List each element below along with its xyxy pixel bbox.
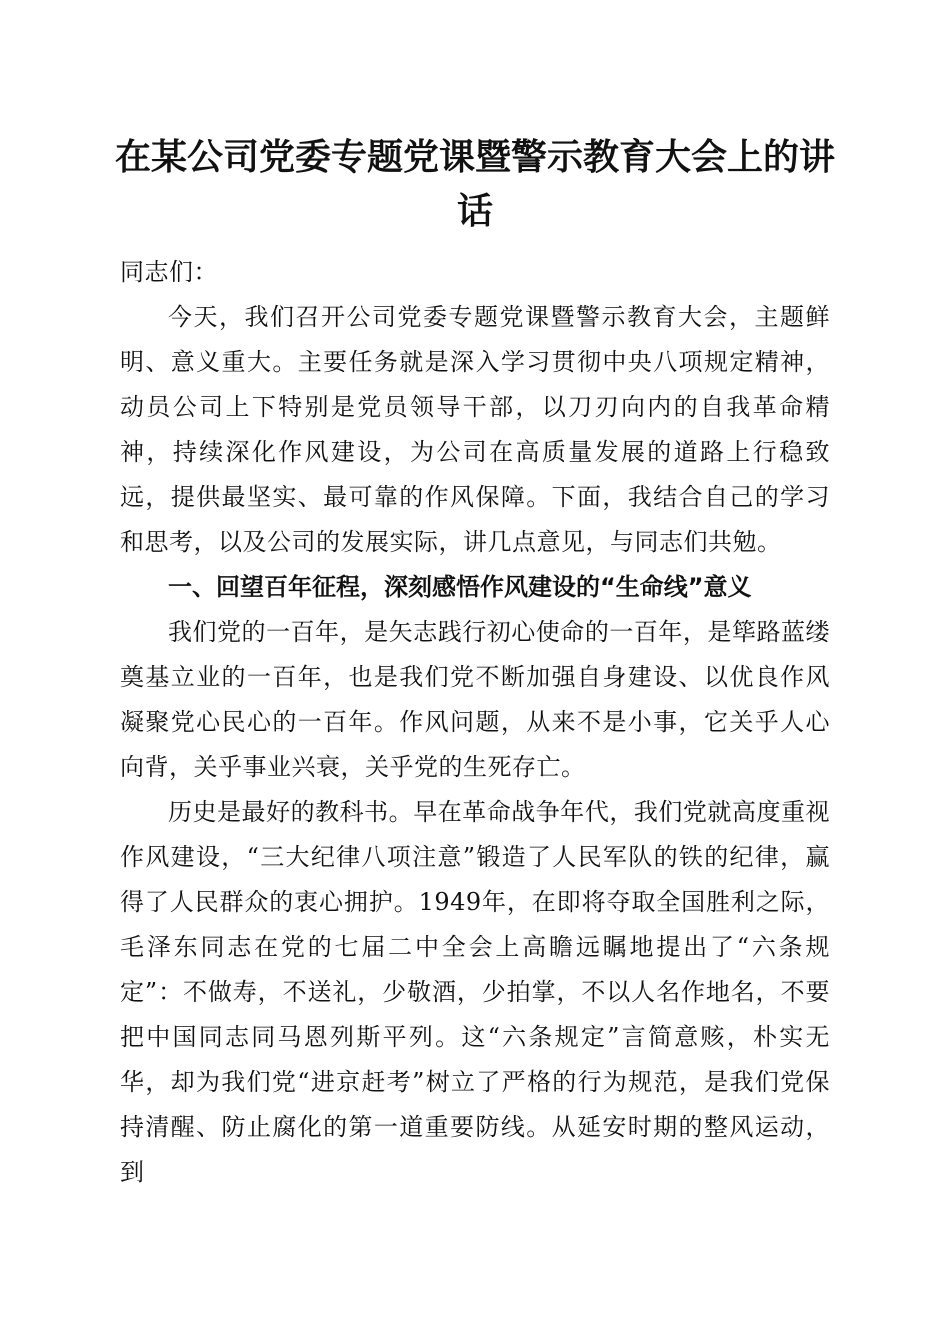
intro-paragraph: 今天，我们召开公司党委专题党课暨警示教育大会，主题鲜明、意义重大。主要任务就是深入学习贯彻中央八项规定精神，动员公司上下特别是党员领导干部，以刀刃向内的自我革命精神，持续深化作风建设，为公司在高质量发展的道路上行稳致远，提供最坚实、最可靠的作风保障。下面，我结合自己的学习和思考，以及公司的发展实际，讲几点意见，与同志们共勉。 xyxy=(120,303,830,556)
section1-paragraph-2: 历史是最好的教科书。早在革命战争年代，我们党就高度重视作风建设，“三大纪律八项注意”锻造了人民军队的铁的纪律，赢得了人民群众的衷心拥护。1949年，在即将夺取全国胜利之际，毛泽东同志在党的七届二中全会上高瞻远瞩地提出了“六条规定”：不做寿，不送礼，少敬酒，少拍掌，不以人名作地名，不要把中国同志同马恩列斯平列。这“六条规定”言简意赅，朴实无华，却为我们党“进京赶考”树立了严格的行为规范，是我们党保持清醒、防止腐化的第一道重要防线。从延安时期的整风运动，到 xyxy=(120,798,830,1186)
section-heading-1: 一、回望百年征程，深刻感悟作风建设的“生命线”意义 xyxy=(168,573,752,601)
document-body xyxy=(120,250,830,1195)
document-title: 在某公司党委专题党课暨警示教育大会上的讲话 xyxy=(114,136,835,232)
salutation: 同志们： xyxy=(120,258,218,286)
section1-paragraph-1: 我们党的一百年，是矢志践行初心使命的一百年，是筚路蓝缕奠基立业的一百年，也是我们党不断加强自身建设、以优良作风凝聚党心民心的一百年。作风问题，从来不是小事，它关乎人心向背，关乎事业兴衰，关乎党的生死存亡。 xyxy=(120,618,830,781)
